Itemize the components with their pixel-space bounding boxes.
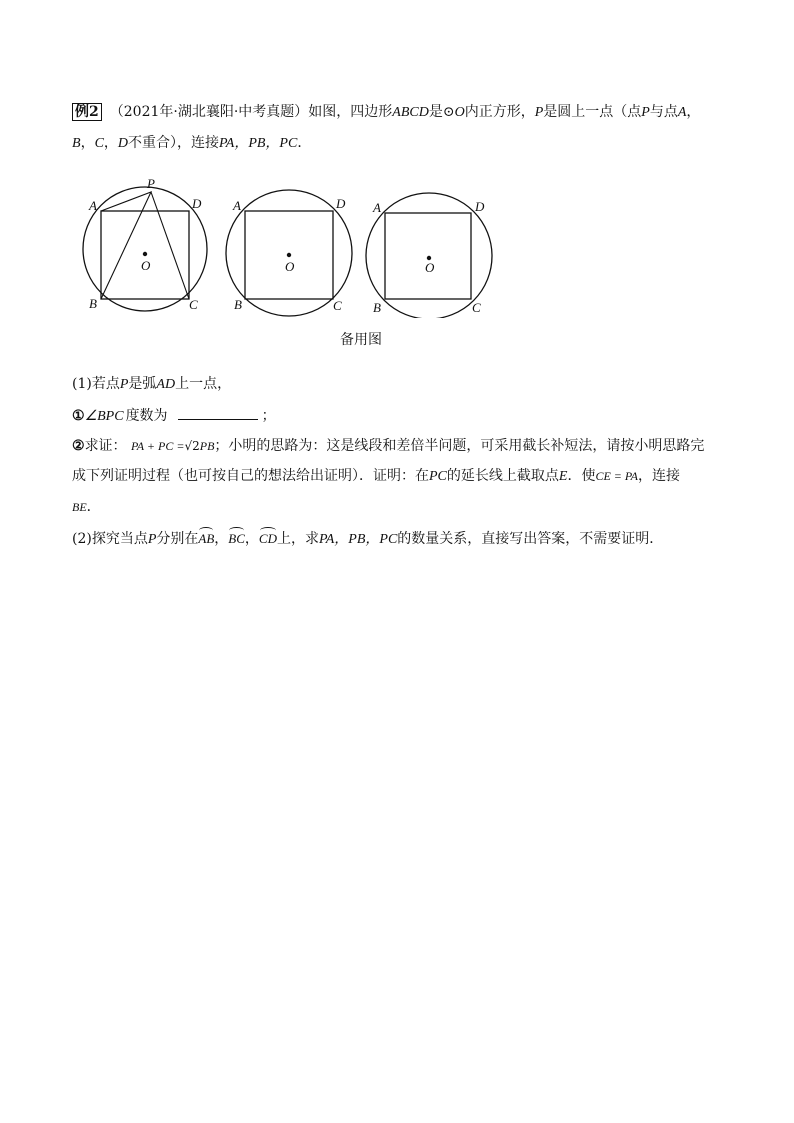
part1-text: 是弧 <box>128 376 157 392</box>
part2-text: 分别在 <box>156 531 199 547</box>
question-text: 度数为 <box>125 408 168 424</box>
label-a: A <box>233 198 241 213</box>
label-d: D <box>336 196 346 211</box>
circle-name: O <box>454 105 465 120</box>
label-b: B <box>373 300 381 315</box>
label-o: O <box>425 260 435 275</box>
segments: PA，PB，PC <box>318 532 398 547</box>
part1-question-2-line-2 <box>72 466 680 487</box>
problem-source: （2021年·湖北襄阳·中考真题） <box>109 104 309 120</box>
question-text: ，连接 <box>638 468 680 484</box>
problem-intro-line-1 <box>72 102 700 123</box>
label-b: B <box>234 297 242 312</box>
arc-ad: AD <box>156 377 176 392</box>
question-text: ；小明的思路为：这是线段和差倍半问题，可采用截长补短法，请按小明思路完 <box>214 438 705 454</box>
point-p: P <box>641 105 650 120</box>
part2-text: 上，求 <box>276 531 319 547</box>
circle-symbol: ⊙ <box>442 104 455 120</box>
formula: PB <box>199 439 215 453</box>
point-b: B <box>72 136 81 151</box>
comma: ， <box>214 531 229 547</box>
sqrt-two: √2 <box>184 439 200 453</box>
period: ． <box>297 135 312 151</box>
label-c: C <box>333 298 342 313</box>
label-d: D <box>475 199 485 214</box>
figure-3 <box>366 193 492 318</box>
intro-text: 不重合），连接 <box>128 135 220 151</box>
question-text: 的延长线上截取点 <box>446 468 559 484</box>
intro-text: 与点 <box>649 104 678 120</box>
point-e: E <box>558 469 568 484</box>
question-number: ② <box>72 438 85 454</box>
label-c: C <box>472 300 481 315</box>
angle-bpc: ∠BPC <box>84 409 124 424</box>
label-a: A <box>373 200 381 215</box>
label-d: D <box>192 196 202 211</box>
segments: PA，PB，PC <box>219 136 298 151</box>
question-number: ① <box>72 408 85 424</box>
problem-intro-line-2 <box>72 133 311 154</box>
part2-text: (2)探究当点 <box>72 531 148 547</box>
comma: ， <box>80 135 95 151</box>
part1-question-2-line-1 <box>72 436 704 456</box>
label-p: P <box>147 178 155 191</box>
label-c: C <box>189 297 198 312</box>
comma: ， <box>244 531 259 547</box>
figures <box>0 178 794 318</box>
part1-text: (1)若点 <box>72 376 120 392</box>
question-text: ．使 <box>567 468 596 484</box>
question-text: 成下列证明过程（也可按自己的想法给出证明）．证明：在 <box>72 468 429 484</box>
point-d: D <box>117 136 129 151</box>
arc-ab: AB <box>198 529 214 549</box>
point-p: P <box>534 105 544 120</box>
formula: CE = PA <box>595 469 638 483</box>
label-o: O <box>141 258 151 273</box>
intro-text: 是圆上一点（点 <box>543 104 642 120</box>
label-b: B <box>89 296 97 311</box>
part1-text: 上一点， <box>175 376 232 392</box>
point-a: A <box>677 105 687 120</box>
point-c: C <box>94 136 104 151</box>
part2-line <box>72 529 663 550</box>
label-o: O <box>285 259 295 274</box>
figure-caption: 备用图 <box>340 332 382 348</box>
period: ． <box>86 499 101 515</box>
label-a: A <box>89 198 97 213</box>
semicolon: ； <box>261 408 276 424</box>
arc-bc: BC <box>228 529 245 549</box>
formula: PA + PC = <box>131 439 185 453</box>
arc-cd: CD <box>259 529 277 549</box>
part1-question-1 <box>72 405 276 427</box>
intro-text: 是 <box>428 104 443 120</box>
part1-question-2-line-3 <box>72 497 101 517</box>
figure-2 <box>226 190 352 316</box>
answer-blank[interactable] <box>178 405 258 420</box>
comma: ， <box>103 135 118 151</box>
part2-text: 的数量关系，直接写出答案，不需要证明． <box>397 531 664 547</box>
segment-be: BE <box>72 500 87 514</box>
example-label: 例2 <box>72 103 102 121</box>
comma: ， <box>686 104 701 120</box>
segment-pc: PC <box>429 469 447 484</box>
figure-1 <box>83 178 207 312</box>
point-p: P <box>147 532 157 547</box>
square-name: ABCD <box>392 105 429 120</box>
question-text: 求证： <box>84 438 127 454</box>
intro-text: 内正方形， <box>464 104 535 120</box>
point-p: P <box>119 377 129 392</box>
part1-head <box>72 374 231 395</box>
intro-text: 如图，四边形 <box>308 104 393 120</box>
